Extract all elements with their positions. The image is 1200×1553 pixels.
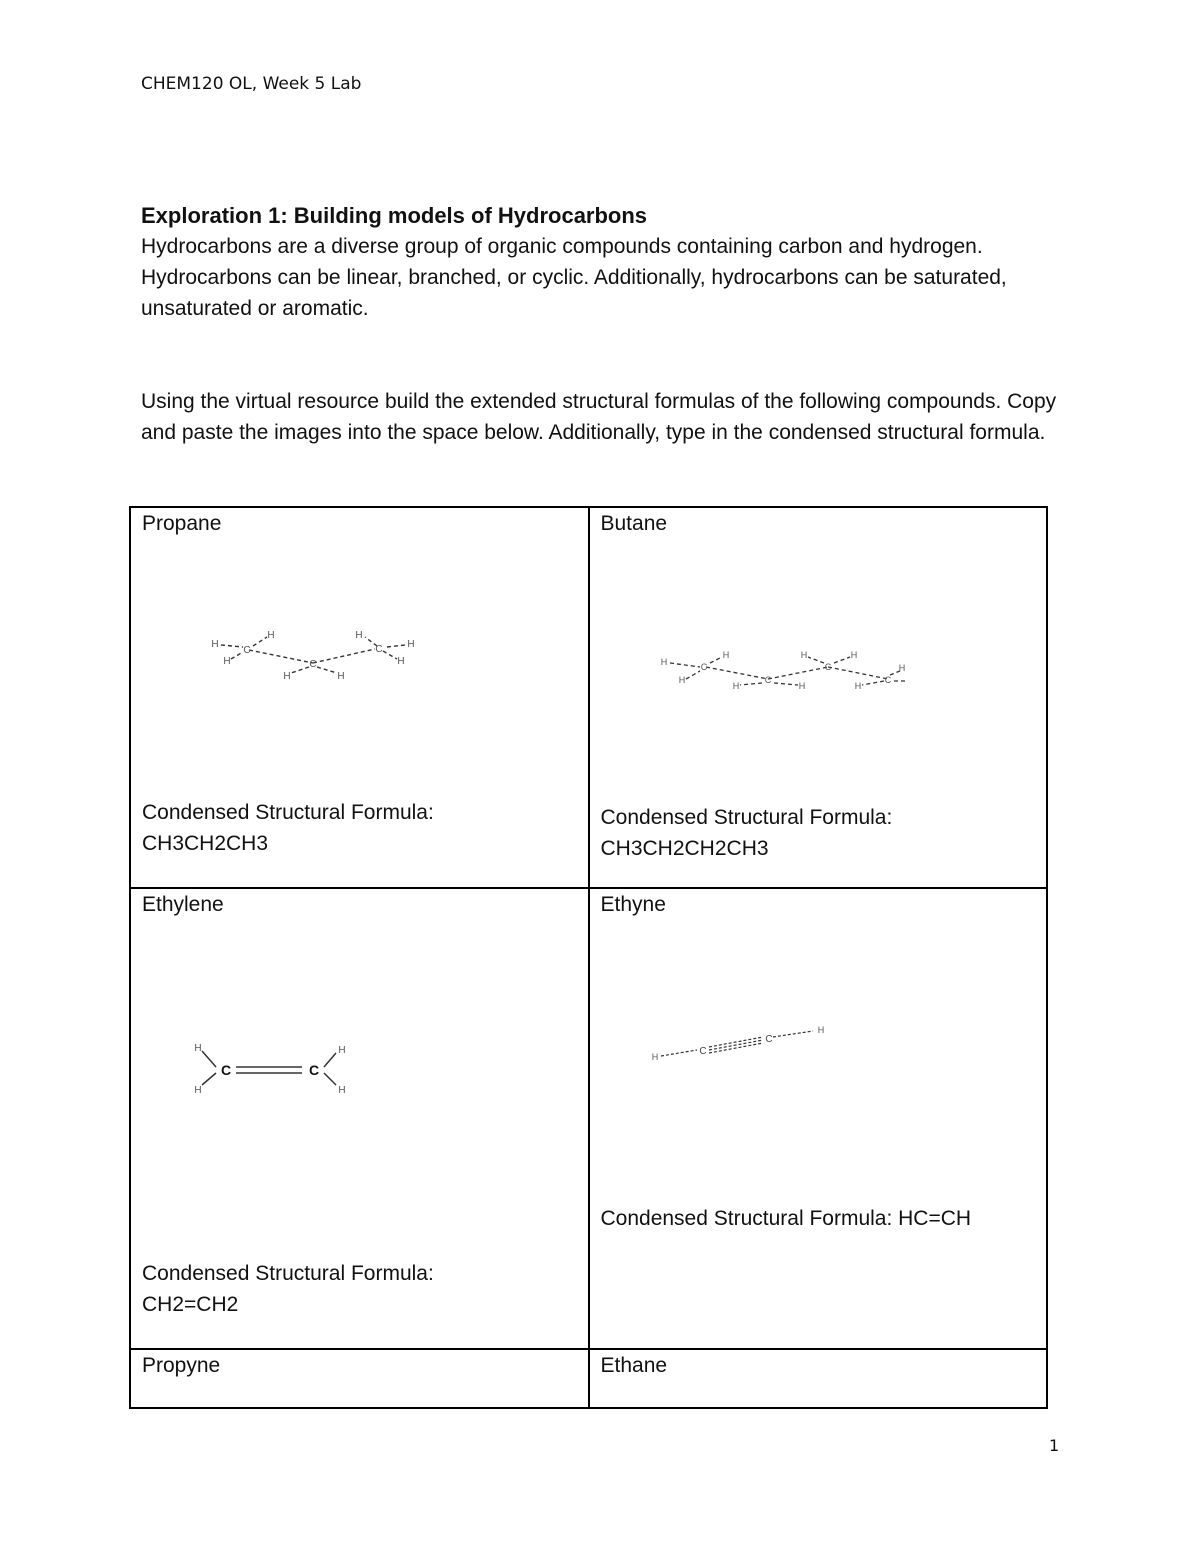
svg-text:H: H <box>283 671 291 682</box>
compounds-table <box>129 506 1048 1409</box>
svg-text:H: H <box>800 650 807 660</box>
cell-butane <box>589 507 1048 888</box>
svg-text:C: C <box>764 675 771 685</box>
svg-text:H: H <box>732 681 739 691</box>
svg-text:C: C <box>824 662 831 672</box>
svg-text:H: H <box>854 681 861 691</box>
cell-propane <box>130 507 589 888</box>
butane-structure-image <box>650 643 910 703</box>
compound-name: Ethane <box>600 1354 668 1377</box>
condensed-formula <box>601 802 893 864</box>
svg-text:H: H <box>211 639 219 650</box>
intro-paragraph: Hydrocarbons are a diverse group of organic compounds containing carbon and hydrogen. Hydrocarbons can be linear, branched, or cyclic. Additionally, hydrocarbons can be saturated, unsaturated or aromatic. <box>141 235 1007 320</box>
svg-text:H: H <box>722 650 729 660</box>
svg-text:H: H <box>194 1085 202 1096</box>
svg-text:C: C <box>698 1046 707 1057</box>
svg-text:H: H <box>678 675 685 685</box>
formula-value: CH2=CH2 <box>142 1293 239 1316</box>
cell-ethyne <box>589 888 1048 1349</box>
cell-ethylene <box>130 888 589 1349</box>
svg-text:H: H <box>817 1025 824 1035</box>
compound-name: Propyne <box>142 1354 221 1377</box>
compound-name: Propane <box>142 512 222 535</box>
svg-text:C: C <box>220 1062 232 1078</box>
propane-structure-image <box>191 623 431 683</box>
svg-text:C: C <box>764 1034 773 1045</box>
compound-name: Ethylene <box>142 893 224 916</box>
svg-text:C: C <box>309 659 317 670</box>
svg-text:H: H <box>798 681 805 691</box>
formula-value: CH3CH2CH2CH3 <box>600 837 769 860</box>
svg-text:H: H <box>407 639 415 650</box>
condensed-formula: Condensed Structural Formula: HC=CH <box>600 1207 972 1230</box>
svg-text:H: H <box>337 671 345 682</box>
svg-text:C: C <box>700 662 707 672</box>
condensed-formula <box>142 1258 434 1320</box>
exploration-section <box>141 200 1061 448</box>
formula-value: CH3CH2CH3 <box>142 832 269 855</box>
ethylene-structure-image <box>186 1039 366 1099</box>
svg-text:C: C <box>375 644 383 655</box>
formula-label: Condensed Structural Formula: <box>142 1262 434 1285</box>
section-heading: Exploration 1: Building models of Hydrocarbons <box>141 203 648 228</box>
svg-text:H: H <box>651 1052 658 1062</box>
svg-text:H: H <box>355 630 363 641</box>
condensed-formula <box>142 797 434 859</box>
svg-text:C: C <box>243 645 251 656</box>
cell-propyne <box>130 1349 589 1408</box>
page-number: 1 <box>1049 1436 1060 1455</box>
svg-text:H: H <box>338 1085 346 1096</box>
svg-text:H: H <box>338 1045 346 1056</box>
svg-text:C: C <box>884 675 891 685</box>
instructions-paragraph: Using the virtual resource build the extended structural formulas of the following compounds. Copy and paste the images into the space below. Additionally, type in the condensed structural formula. <box>141 390 1057 444</box>
compound-name: Butane <box>600 512 668 535</box>
svg-text:H: H <box>397 656 405 667</box>
svg-text:C: C <box>308 1062 320 1078</box>
svg-text:H: H <box>850 650 857 660</box>
formula-label: Condensed Structural Formula: <box>600 806 893 829</box>
ethyne-structure-image <box>645 1019 845 1064</box>
svg-text:H: H <box>660 657 667 667</box>
svg-text:H: H <box>267 630 275 641</box>
svg-text:H: H <box>194 1043 202 1054</box>
compound-name: Ethyne <box>600 893 666 916</box>
cell-ethane <box>589 1349 1048 1408</box>
formula-label: Condensed Structural Formula: <box>142 801 434 824</box>
svg-text:H: H <box>898 663 905 673</box>
svg-text:H: H <box>223 656 231 667</box>
document-header: CHEM120 OL, Week 5 Lab <box>141 74 362 94</box>
